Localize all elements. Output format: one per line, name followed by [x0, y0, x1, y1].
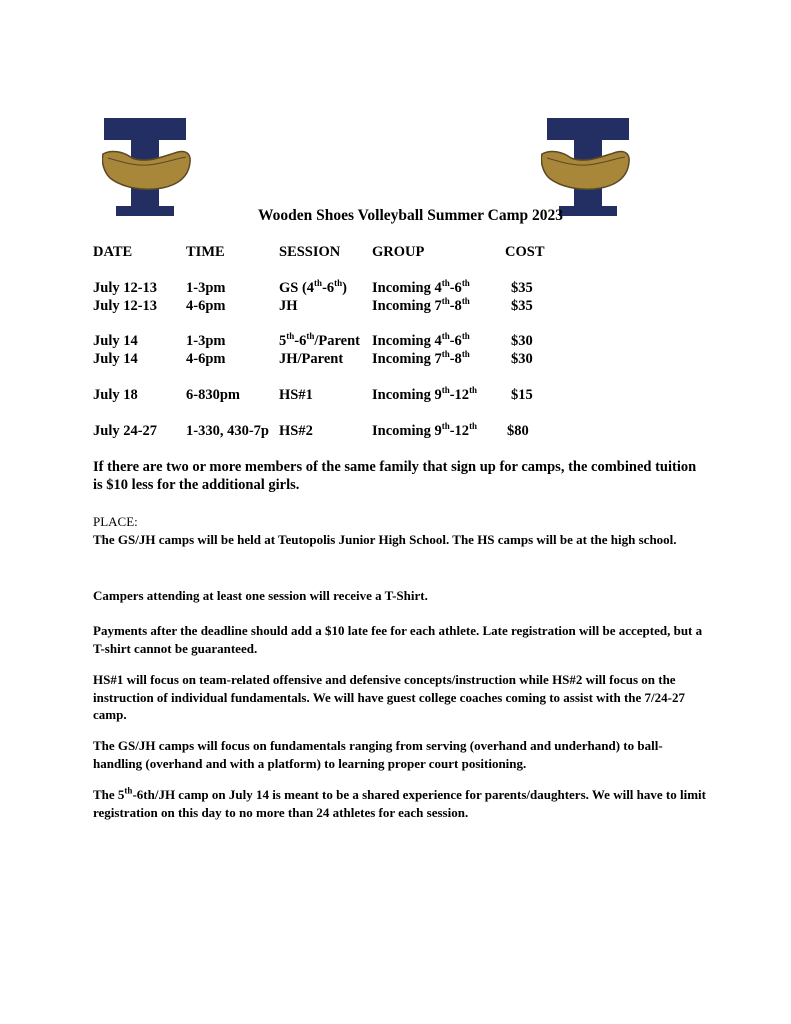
cell-text: JH/Parent [279, 351, 344, 367]
cell-group [372, 298, 470, 315]
cell-superscript: th [441, 278, 450, 289]
cell-superscript: th [461, 349, 470, 360]
cell-session [279, 298, 298, 315]
header-date: DATE [93, 244, 133, 260]
cell-superscript: th [441, 385, 450, 396]
cell-time: 4-6pm [186, 298, 226, 314]
parent-camp-a: The 5 [93, 787, 125, 802]
place-label [93, 513, 708, 531]
cell-text: -8 [449, 298, 462, 314]
cell-superscript: th [461, 296, 470, 307]
t-wooden-shoe-logo-right [541, 118, 631, 216]
header-session: SESSION [279, 244, 341, 260]
cell-time: 1-3pm [186, 333, 226, 349]
place-text: The GS/JH camps will be held at Teutopolis Junior High School. The HS camps will be at the high school. [93, 532, 677, 547]
tshirt-note: Campers attending at least one session will receive a T-Shirt. [93, 588, 428, 603]
cell-text: Incoming 4 [372, 333, 442, 349]
cell-session [279, 333, 360, 350]
cell-superscript: th [334, 278, 343, 289]
cell-text: GS (4 [279, 280, 315, 296]
cell-text: -8 [449, 351, 462, 367]
cell-date: July 14 [93, 351, 138, 367]
cell-session [279, 351, 343, 368]
cell-superscript: th [441, 421, 450, 432]
cell-cost: $30 [511, 351, 533, 367]
cell-superscript: th [461, 278, 470, 289]
cell-cost: $80 [507, 423, 529, 439]
cell-text: Incoming 4 [372, 280, 442, 296]
place-label-text: PLACE: [93, 514, 138, 529]
cell-time: 6-830pm [186, 387, 240, 403]
cell-text: -6 [322, 280, 335, 296]
cell-text: JH [279, 298, 298, 314]
cell-date: July 14 [93, 333, 138, 349]
cell-group [372, 333, 470, 350]
family-discount-note: If there are two or more members of the same family that sign up for camps, the combined tuition is $10 less for the additional girls. [93, 459, 697, 493]
cell-text: Incoming 7 [372, 351, 442, 367]
cell-superscript: th [461, 331, 470, 342]
cell-text: Incoming 9 [372, 387, 442, 403]
payments-note: Payments after the deadline should add a $10 late fee for each athlete. Late registration will be accepted, but a T-shirt cannot be guaranteed. [93, 623, 703, 656]
gsjh-focus-note: The GS/JH camps will focus on fundamentals ranging from serving (overhand and underhand) to ball-handling (overhand and with a platform) to learning proper court positioning. [93, 738, 663, 771]
cell-text: -6 [449, 333, 462, 349]
cell-date: July 12-13 [93, 280, 158, 296]
cell-time: 1-3pm [186, 280, 226, 296]
cell-text: ) [342, 280, 348, 296]
cell-cost: $35 [511, 298, 533, 314]
cell-group [372, 351, 470, 368]
cell-text: /Parent [314, 333, 361, 349]
hs-focus-note: HS#1 will focus on team-related offensive and defensive concepts/instruction while HS#2 will focus on the instruction of individual fundamentals. We will have guest college coaches coming to assist with the 7/24-27 camp. [93, 672, 685, 722]
cell-superscript: th [441, 296, 450, 307]
cell-text: -6 [449, 280, 462, 296]
cell-superscript: th [306, 331, 315, 342]
cell-cost: $15 [511, 387, 533, 403]
cell-text: -12 [449, 387, 470, 403]
cell-date: July 18 [93, 387, 138, 403]
page-title: Wooden Shoes Volleyball Summer Camp 2023 [257, 207, 564, 224]
cell-text: Incoming 7 [372, 298, 442, 314]
cell-time: 1-330, 430-7p [186, 423, 269, 439]
cell-superscript: th [469, 385, 478, 396]
cell-text: -12 [449, 423, 470, 439]
cell-text: -6 [294, 333, 307, 349]
cell-text: 5 [279, 333, 287, 349]
cell-superscript: th [441, 349, 450, 360]
cell-date: July 24-27 [93, 423, 158, 439]
header-group: GROUP [372, 244, 425, 260]
cell-date: July 12-13 [93, 298, 158, 314]
cell-session [279, 423, 313, 440]
cell-text: Incoming 9 [372, 423, 442, 439]
header-time: TIME [186, 244, 225, 260]
parent-camp-b: -6th/JH camp on July 14 is meant to be a shared experience for parents/daughters. We will have to limit registration on this day to no more than 24 athletes for each session. [93, 787, 706, 820]
cell-time: 4-6pm [186, 351, 226, 367]
cell-session [279, 387, 313, 404]
cell-superscript: th [441, 331, 450, 342]
cell-superscript: th [469, 421, 478, 432]
cell-superscript: th [286, 331, 295, 342]
header-cost: COST [505, 244, 545, 260]
cell-superscript: th [314, 278, 323, 289]
cell-group [372, 280, 470, 297]
parent-camp-sup: th [124, 785, 133, 796]
cell-cost: $30 [511, 333, 533, 349]
cell-text: HS#1 [279, 387, 313, 403]
t-wooden-shoe-logo-left [102, 118, 192, 216]
cell-cost: $35 [511, 280, 533, 296]
cell-group [372, 423, 477, 440]
cell-text: HS#2 [279, 423, 313, 439]
parent-camp-note [93, 786, 708, 821]
cell-group [372, 387, 477, 404]
cell-session [279, 280, 347, 297]
